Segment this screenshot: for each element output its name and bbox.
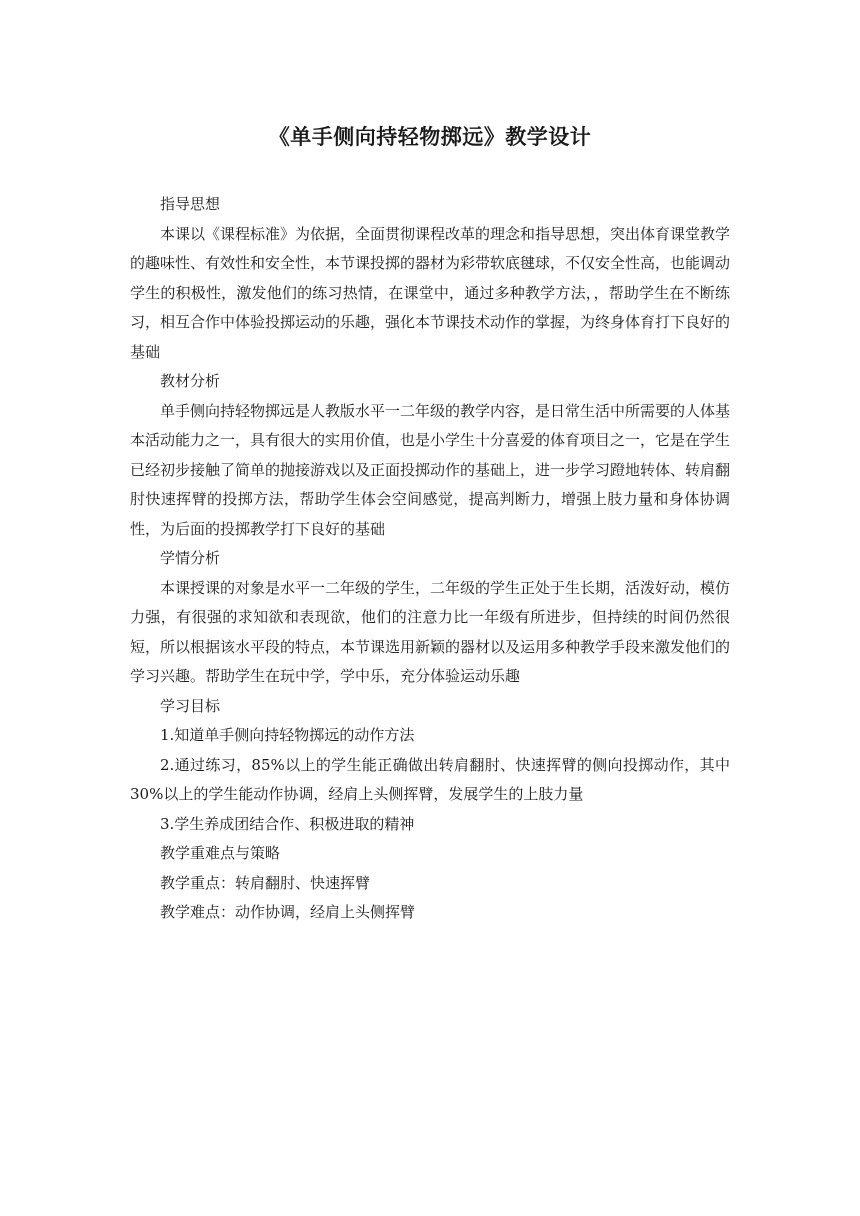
section-heading-material: 教材分析 [160, 372, 221, 390]
teaching-difficulty: 教学难点：动作协调，经肩上头侧挥臂 [160, 903, 416, 921]
section-heading-goals: 学习目标 [160, 696, 221, 715]
teaching-focus: 教学重点：转肩翻肘、快速挥臂 [160, 873, 371, 892]
document-body [130, 190, 730, 928]
section-body-guiding: 本课以《课程标准》为依据，全面贯彻课程改革的理念和指导思想，突出体育课堂教学的趣味性、有效性和安全性，本节课投掷的器材为彩带软底毽球，不仅安全性高，也能调动学生的积极性，激发他们的练习热情，在课堂中，通过多种教学方法，，帮助学生在不断练习，相互合作中体验投掷运动的乐趣，强化本节课技术动作的掌握，为终身体育打下良好的基础 [130, 224, 731, 361]
goal-item-2: 2.通过练习，85%以上的学生能正确做出转肩翻肘、快速挥臂的侧向投掷动作，其中 30%以上的学生能动作协调，经肩上头侧挥臂，发展学生的上肢力量 [130, 755, 730, 803]
section-body-material: 单手侧向持轻物掷远是人教版水平一二年级的教学内容，是日常生活中所需要的人体基本活动能力之一，具有很大的实用价值，也是小学生十分喜爱的体育项目之一，它是在学生已经初步接触了简单的抛接游戏以及正面投掷动作的基础上，进一步学习蹬地转体、转肩翻肘快速挥臂的投掷方法，帮助学生体会空间感觉，提高判断力，增强上肢力量和身体协调性，为后面的投掷教学打下良好的基础 [130, 401, 731, 538]
goal-item-3: 3.学生养成团结合作、积极进取的精神 [160, 814, 415, 833]
section-body-students: 本课授课的对象是水平一二年级的学生，二年级的学生正处于生长期，活泼好动，模仿力强，有很强的求知欲和表现欲，他们的注意力比一年级有所进步，但持续的时间仍然很短，所以根据该水平段的特点，本节课选用新颖的器材以及运用多种教学手段来激发他们的学习兴趣。帮助学生在玩中学，学中乐，充分体验运动乐趣 [130, 578, 731, 685]
section-heading-keypoints: 教学重难点与策略 [160, 844, 281, 862]
section-heading-guiding: 指导思想 [160, 195, 221, 213]
document-title: 《单手侧向持轻物掷远》教学设计 [268, 125, 592, 149]
section-heading-students: 学情分析 [160, 549, 221, 567]
goal-item-1: 1.知道单手侧向持轻物掷远的动作方法 [160, 726, 415, 744]
